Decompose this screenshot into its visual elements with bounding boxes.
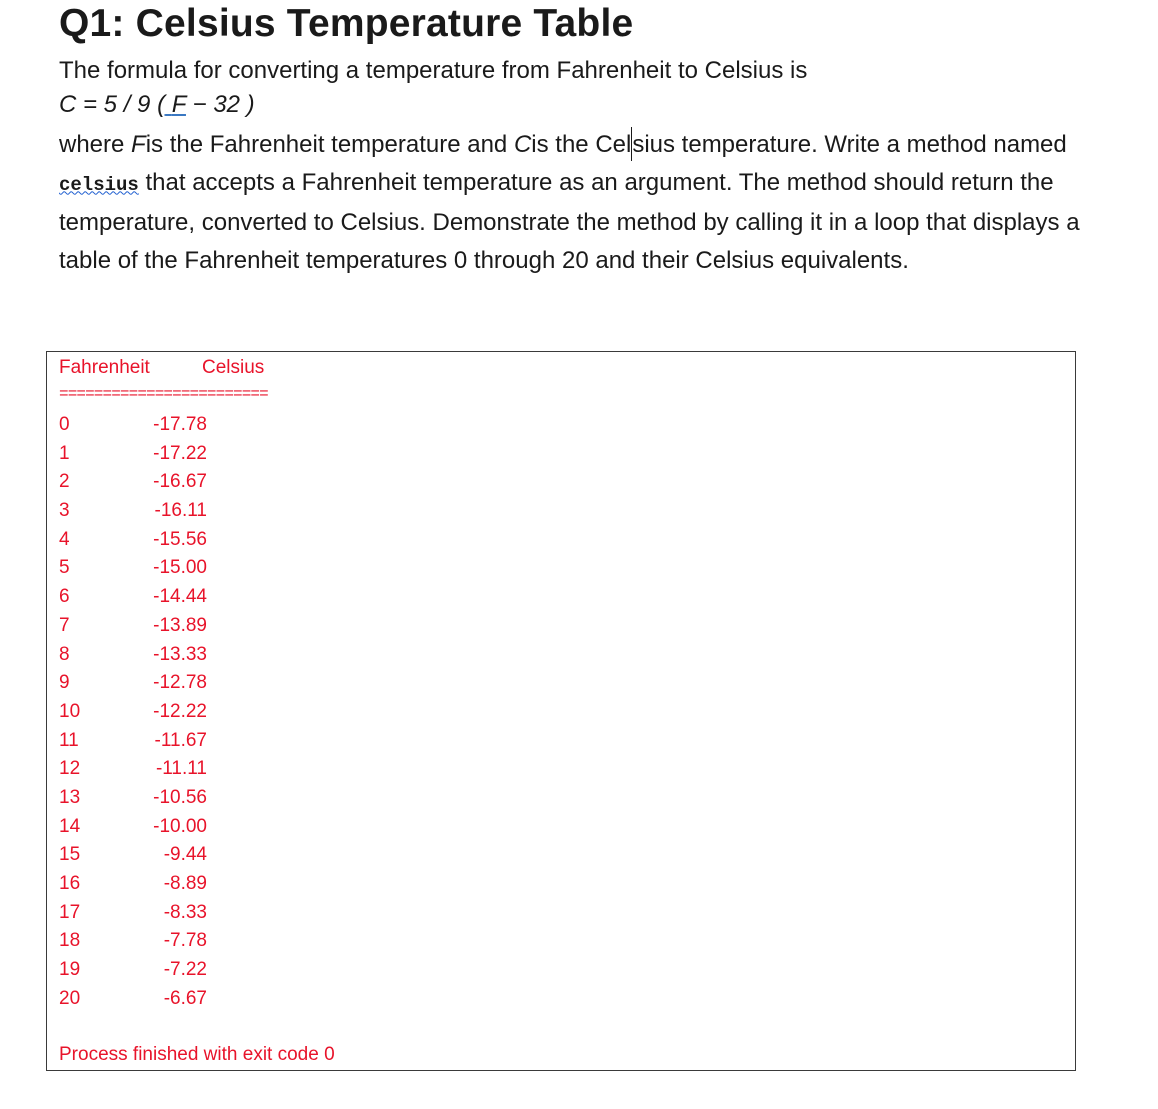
celsius-value: -6.67 xyxy=(163,987,207,1009)
fahrenheit-value: 4 xyxy=(59,528,70,550)
fahrenheit-value: 18 xyxy=(59,930,81,952)
fahrenheit-value: 14 xyxy=(59,815,81,837)
fahrenheit-value: 12 xyxy=(59,758,81,780)
fahrenheit-value: 17 xyxy=(59,901,81,923)
celsius-value: -11.67 xyxy=(154,729,207,751)
header-fahrenheit: Fahrenheit xyxy=(59,357,150,378)
table-row xyxy=(47,529,447,558)
header-celsius: Celsius xyxy=(202,357,265,378)
table-row xyxy=(47,844,447,873)
fahrenheit-value: 2 xyxy=(59,471,70,493)
fahrenheit-value: 3 xyxy=(59,500,70,522)
celsius-value: -9.44 xyxy=(163,844,207,866)
table-row xyxy=(47,902,447,931)
formula-rest: − 32 ) xyxy=(185,91,255,118)
fahrenheit-value: 13 xyxy=(59,786,81,808)
fahrenheit-value: 9 xyxy=(59,672,70,694)
table-row xyxy=(47,500,447,529)
celsius-value: -8.33 xyxy=(163,901,207,923)
table-row xyxy=(47,443,447,472)
celsius-value: -17.22 xyxy=(153,442,207,464)
fahrenheit-value: 11 xyxy=(59,729,79,751)
table-row xyxy=(47,414,447,443)
fahrenheit-value: 5 xyxy=(59,557,70,579)
method-name-code: celsius xyxy=(59,173,139,196)
celsius-value: -16.11 xyxy=(154,500,207,522)
table-row xyxy=(47,758,447,787)
table-row xyxy=(47,730,447,759)
table-row xyxy=(47,471,447,500)
celsius-value: -7.78 xyxy=(163,930,207,952)
celsius-value: -12.22 xyxy=(153,700,207,722)
header-divider: ======================== xyxy=(59,385,268,403)
celsius-value: -12.78 xyxy=(153,672,207,694)
celsius-value: -17.78 xyxy=(153,414,207,435)
console-output xyxy=(46,351,1076,1071)
fahrenheit-value: 16 xyxy=(59,873,81,894)
celsius-value: -13.33 xyxy=(153,643,207,665)
table-row xyxy=(47,586,447,615)
var-f: F xyxy=(131,131,146,158)
exit-message: Process finished with exit code 0 xyxy=(59,1044,335,1065)
table-row xyxy=(47,557,447,586)
celsius-value: -10.00 xyxy=(153,815,207,837)
celsius-value: -15.56 xyxy=(153,528,207,550)
table-row xyxy=(47,988,447,1017)
celsius-value: -16.67 xyxy=(153,471,207,493)
table-row xyxy=(47,672,447,701)
table-row xyxy=(47,701,447,730)
temperature-rows xyxy=(47,414,447,1016)
table-row xyxy=(47,816,447,845)
var-c: C xyxy=(513,131,532,158)
question-title: Q1: Celsius Temperature Table xyxy=(59,2,634,45)
formula-lhs: C = 5 / 9 xyxy=(59,91,158,118)
table-row xyxy=(47,644,447,673)
fahrenheit-value: 20 xyxy=(59,987,81,1009)
table-row xyxy=(47,930,447,959)
intro-text: The formula for converting a temperature from Fahrenheit to Celsius is xyxy=(59,57,808,84)
fahrenheit-value: 7 xyxy=(59,614,70,636)
formula-paren: ( F xyxy=(157,91,186,118)
celsius-value: -10.56 xyxy=(153,786,207,808)
fahrenheit-value: 8 xyxy=(59,643,70,665)
celsius-value: -7.22 xyxy=(163,959,207,981)
fahrenheit-value: 15 xyxy=(59,844,81,866)
fahrenheit-value: 19 xyxy=(59,959,81,981)
fahrenheit-value: 0 xyxy=(59,414,70,435)
celsius-value: -8.89 xyxy=(163,873,207,894)
fahrenheit-value: 6 xyxy=(59,586,70,608)
table-row xyxy=(47,873,447,902)
formula xyxy=(59,91,255,119)
celsius-value: -11.11 xyxy=(155,758,207,780)
celsius-value: -15.00 xyxy=(153,557,207,579)
celsius-value: -13.89 xyxy=(153,614,207,636)
table-row xyxy=(47,959,447,988)
fahrenheit-value: 10 xyxy=(59,700,81,722)
formula-var-f: F xyxy=(171,91,186,118)
question-paragraph: where Fis the Fahrenheit temperature and Cis the Celsius temperature. Write a method named celsius that accepts a Fahrenheit temperature as an argument. The method should return the temperature, converted to Celsius. Demonstrate the method by calling it in a loop that displays a table of the Fahrenheit temperatures 0 through 20 and their Celsius equivalents. xyxy=(59,126,1119,279)
celsius-value: -14.44 xyxy=(153,586,207,608)
fahrenheit-value: 1 xyxy=(59,442,70,464)
table-row xyxy=(47,615,447,644)
table-row xyxy=(47,787,447,816)
